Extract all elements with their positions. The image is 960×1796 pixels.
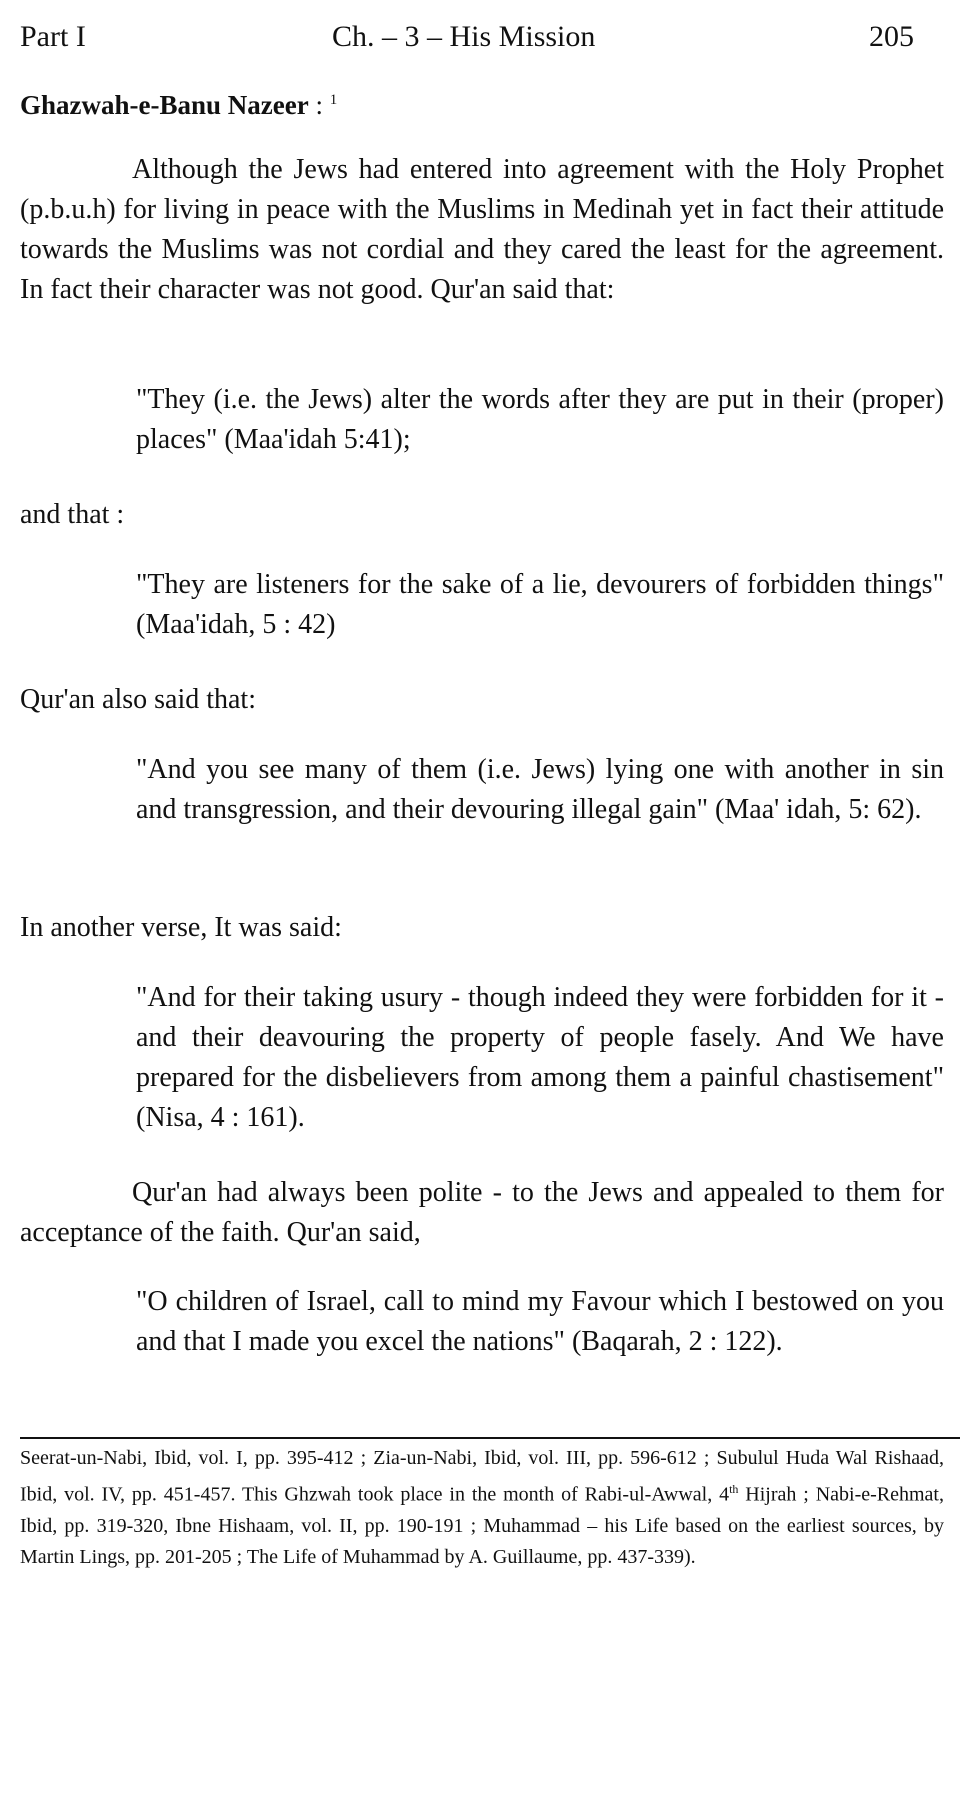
body-paragraph-2: and that :	[20, 499, 125, 530]
footnote-text-2: Hijrah ; Nabi-e-Rehmat, Ibid, pp. 319-320, Ibne Hishaam, vol. II, pp. 190-191 ; Muhammad – his Life based on the earliest sources, by Martin Lings, pp. 201-205 ; The Life of Muhammad by A. Guillaume, pp. 437-339).	[20, 1483, 944, 1568]
section-title-suffix: :	[308, 90, 330, 120]
quote-4: "And for their taking usury - though indeed they were forbidden for it - and their deavouring the property of people fasely. And We have prepared for the disbelievers from among them a painful chastisement" (Nisa, 4 : 161).	[136, 982, 944, 1133]
body-paragraph-3: Qur'an also said that:	[20, 684, 256, 715]
footnote-superscript: th	[729, 1482, 739, 1496]
section-title: Ghazwah-e-Banu Nazeer	[20, 90, 309, 120]
body-paragraph-1: Although the Jews had entered into agreement with the Holy Prophet (p.b.u.h) for living in peace with the Muslims in Medinah yet in fact their attitude towards the Muslims was not cordial and they cared the least for the agreement. In fact their character was not good. Qur'an said that:	[20, 154, 944, 305]
quote-3: "And you see many of them (i.e. Jews) lying one with another in sin and transgression, and their devouring illegal gain" (Maa' idah, 5: 62).	[136, 754, 944, 825]
part-label: Part I	[20, 20, 86, 53]
section-heading	[20, 90, 337, 121]
quote-1: "They (i.e. the Jews) alter the words after they are put in their (proper) places" (Maa'idah 5:41);	[136, 384, 944, 455]
footnote-divider	[20, 1437, 960, 1439]
quote-5: "O children of Israel, call to mind my Favour which I bestowed on you and that I made you excel the nations" (Baqarah, 2 : 122).	[136, 1286, 944, 1357]
page-header	[20, 20, 944, 60]
body-paragraph-5: Qur'an had always been polite - to the Jews and appealed to them for acceptance of the faith. Qur'an said,	[20, 1177, 944, 1248]
chapter-title: Ch. – 3 – His Mission	[332, 20, 596, 53]
body-paragraph-4: In another verse, It was said:	[20, 912, 342, 943]
page-number: 205	[869, 20, 914, 53]
footnote-text-1: Seerat-un-Nabi, Ibid, vol. I, pp. 395-412 ; Zia-un-Nabi, Ibid, vol. III, pp. 596-612 ; Subulul Huda Wal Rishaad, Ibid, vol. IV, pp. 451-457. This Ghzwah took place in the month of Rabi-ul-Awwal, 4	[20, 1447, 944, 1506]
document-page	[20, 0, 944, 1796]
footnote-reference: 1	[329, 92, 338, 108]
footnote	[20, 1443, 944, 1573]
quote-2: "They are listeners for the sake of a lie, devourers of forbidden things"(Maa'idah, 5 : 42)	[136, 569, 944, 640]
